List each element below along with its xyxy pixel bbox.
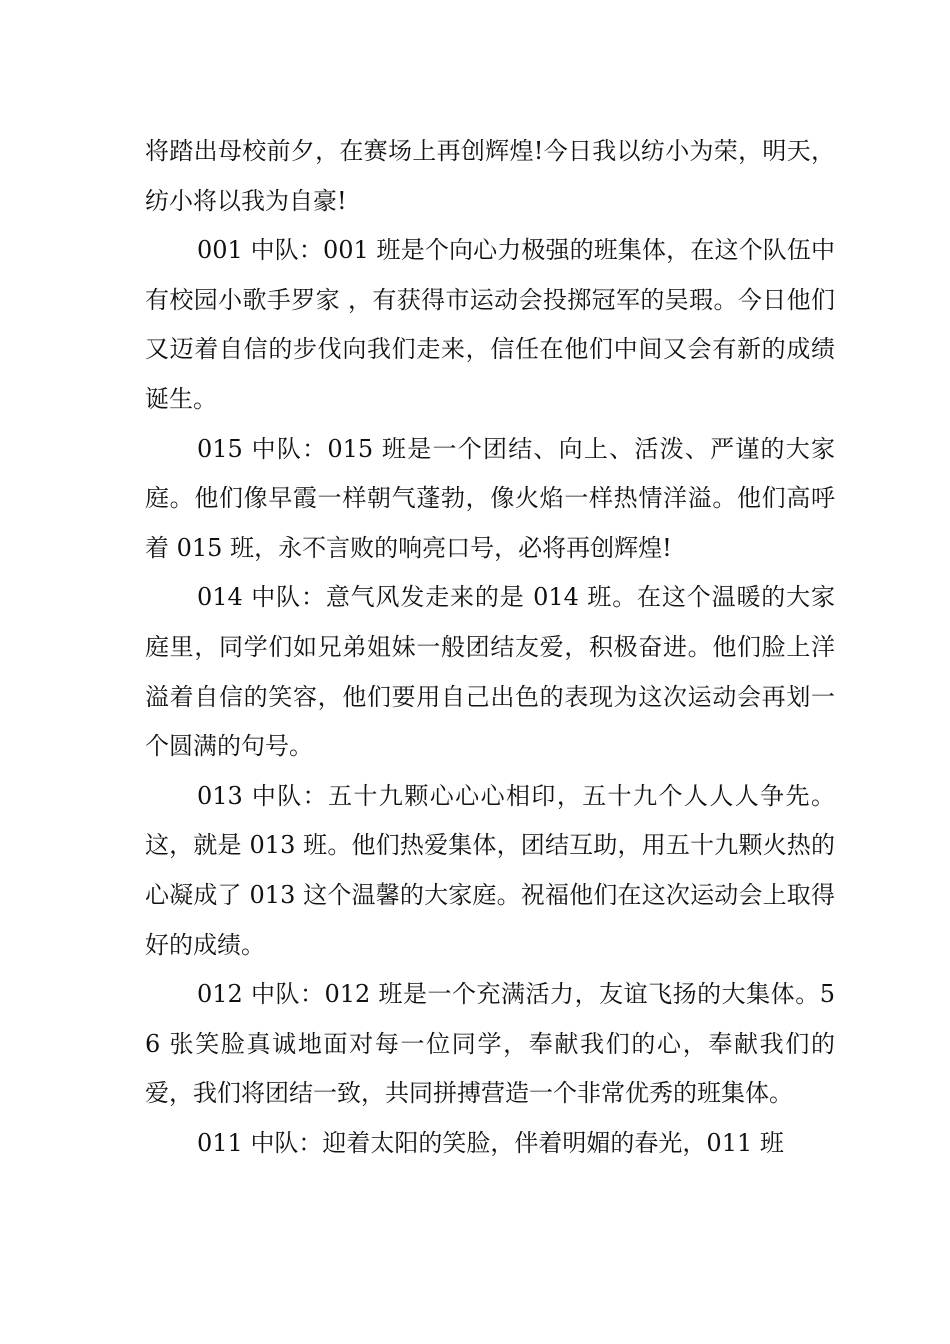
paragraph-class-013: 013 中队：五十九颗心心心相印，五十九个人人人争先。这，就是 013 班。他们热爱集体，团结互助，用五十九颗火热的心凝成了 013 这个温馨的大家庭。祝福他们在这次运动会上取得好的成绩。 [145, 781, 835, 959]
paragraph-continuation: 将踏出母校前夕，在赛场上再创辉煌!今日我以纺小为荣，明天，纺小将以我为自豪! [145, 137, 835, 215]
paragraph-class-015: 015 中队：015 班是一个团结、向上、活泼、严谨的大家庭。他们像早霞一样朝气蓬勃，像火焰一样热情洋溢。他们高呼着 015 班，永不言败的响亮口号，必将再创辉煌! [145, 434, 835, 562]
paragraph-class-014: 014 中队：意气风发走来的是 014 班。在这个温暖的大家庭里，同学们如兄弟姐妹一般团结友爱，积极奋进。他们脸上洋溢着自信的笑容，他们要用自己出色的表现为这次运动会再划一个圆满的句号。 [145, 583, 835, 761]
paragraph-class-012: 012 中队：012 班是一个充满活力，友谊飞扬的大集体。56 张笑脸真诚地面对每一位同学，奉献我们的心，奉献我们的爱，我们将团结一致，共同拼搏营造一个非常优秀的班集体。 [145, 980, 835, 1108]
paragraph-class-001: 001 中队：001 班是个向心力极强的班集体，在这个队伍中有校园小歌手罗家 ，有获得市运动会投掷冠军的吴瑕。今日他们又迈着自信的步伐向我们走来，信任在他们中间又会有新的成绩诞生。 [145, 236, 835, 413]
document-body [145, 127, 835, 1168]
paragraph-class-011: 011 中队：迎着太阳的笑脸，伴着明媚的春光，011 班 [197, 1128, 784, 1157]
